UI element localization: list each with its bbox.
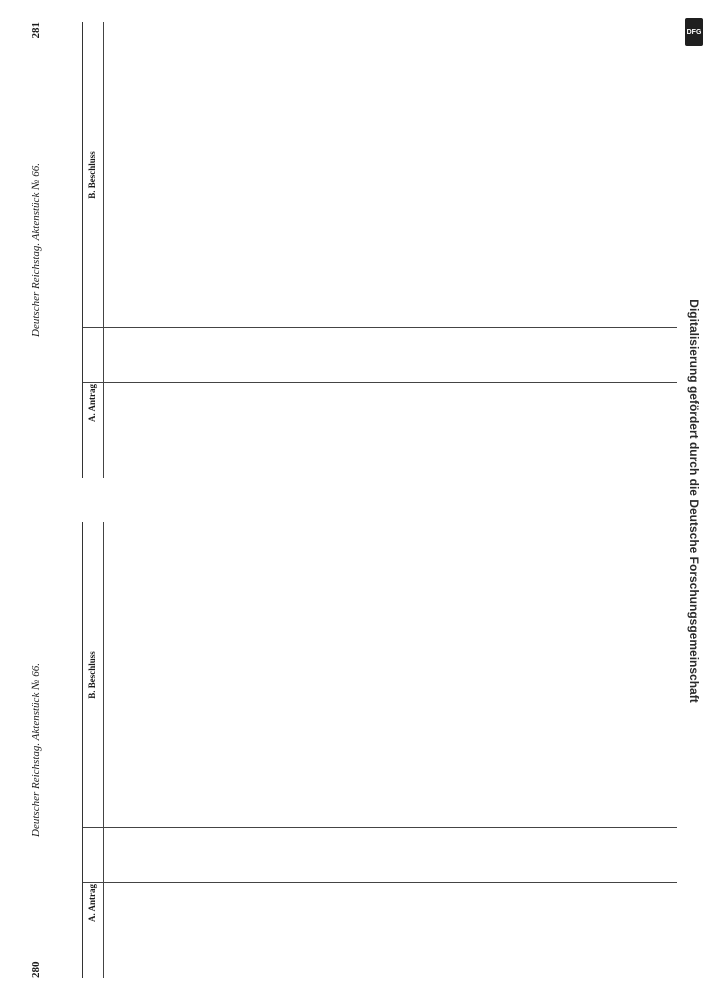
left-page (0, 500, 707, 1000)
left-col-b-heading: B. Beschluss (87, 651, 97, 699)
right-table-vline (83, 382, 677, 383)
left-table-hline (103, 522, 104, 978)
left-table-vline (83, 882, 677, 883)
right-table-vline (83, 327, 677, 328)
dfg-sidebar (683, 18, 705, 983)
right-running-head: Deutscher Reichstag. Aktenstück № 66. (30, 163, 42, 337)
left-col-a-heading: A. Antrag (87, 884, 97, 922)
dfg-label: Digitalisierung gefördert durch die Deutsche Forschungsgemeinschaft (687, 298, 701, 703)
left-running-head: Deutscher Reichstag. Aktenstück № 66. (30, 663, 42, 837)
right-table (82, 22, 677, 478)
right-page-number: 281 (30, 22, 42, 39)
right-col-a-heading: A. Antrag (87, 384, 97, 422)
dfg-text-container (683, 18, 705, 983)
right-header (30, 22, 48, 478)
right-col-b-heading: B. Beschluss (87, 151, 97, 199)
left-page-number: 280 (30, 961, 42, 978)
left-table-vline (83, 827, 677, 828)
right-table-hline (103, 22, 104, 478)
left-header (30, 522, 48, 978)
left-table (82, 522, 677, 978)
dfg-logo-icon: DFG (685, 18, 703, 46)
